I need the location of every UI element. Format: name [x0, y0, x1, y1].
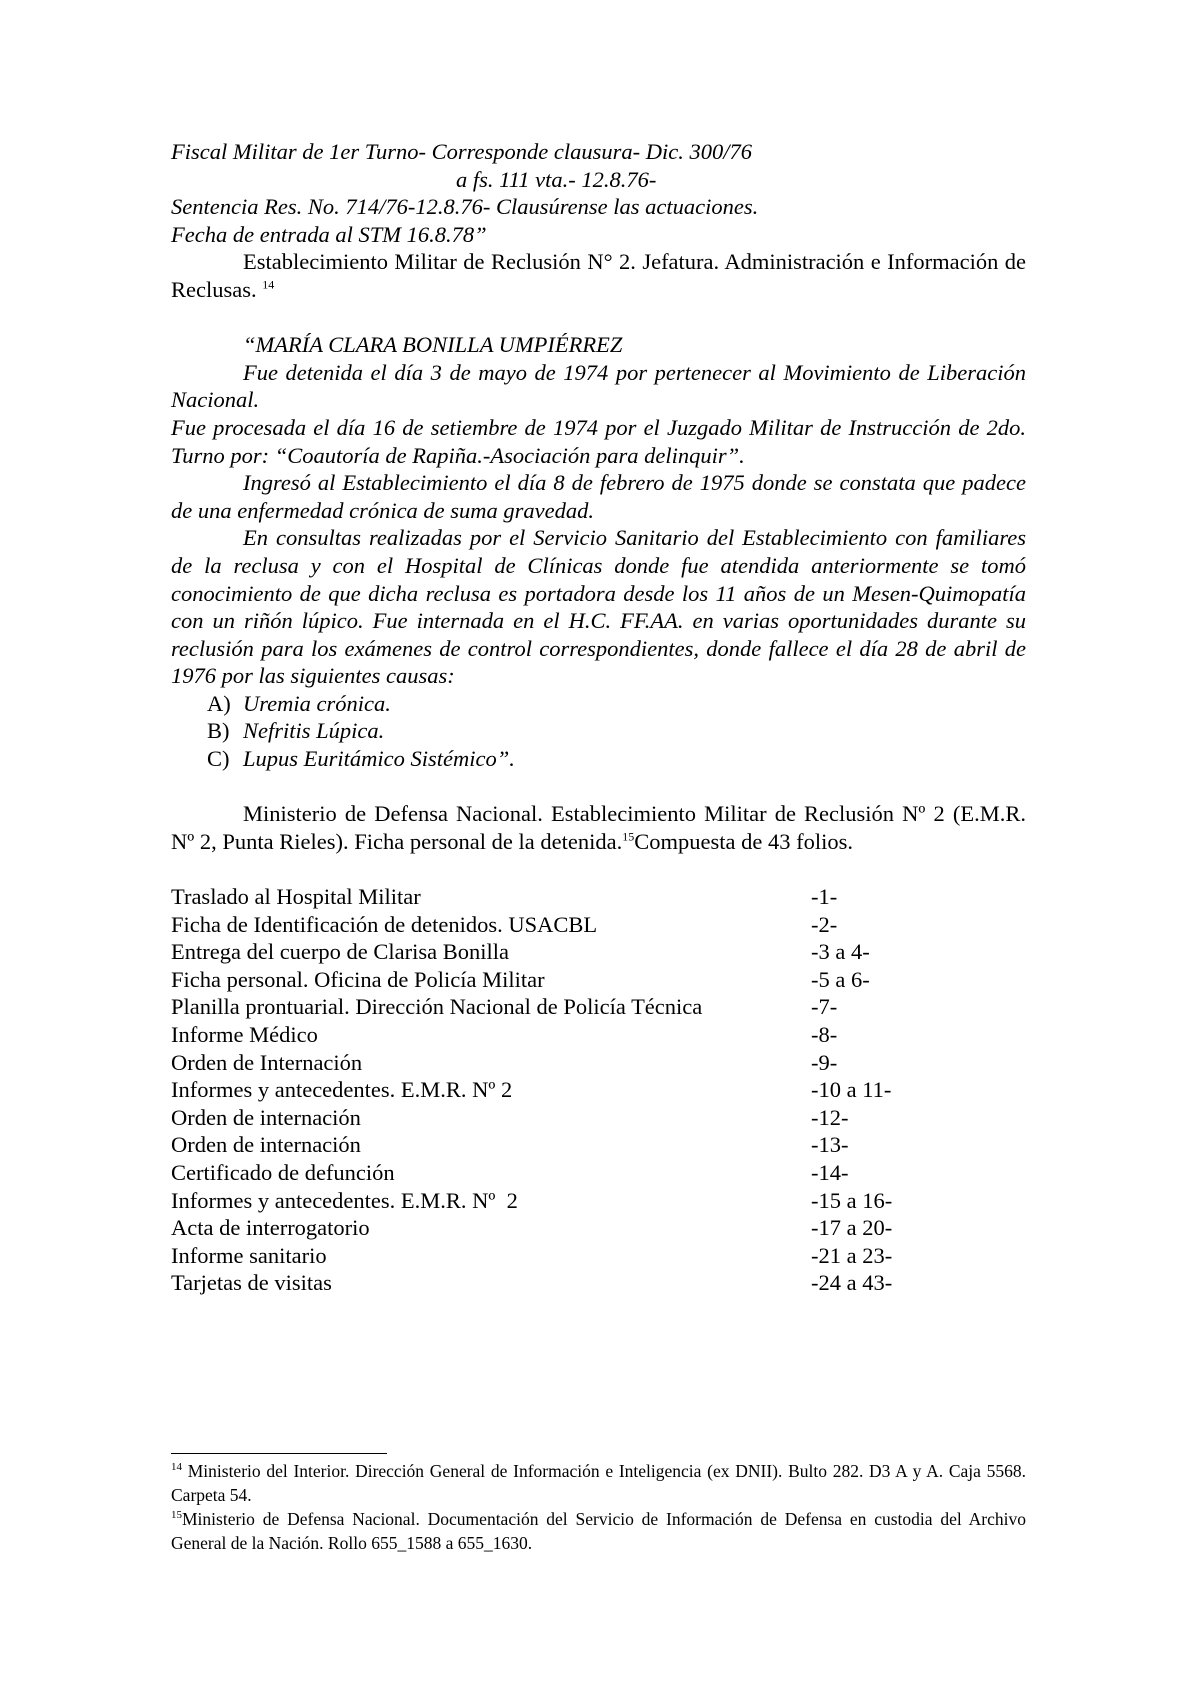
cause-text: Uremia crónica. [243, 690, 391, 716]
document-body [171, 138, 1026, 1297]
report-paragraph-2: Fue procesada el día 16 de setiembre de 1974 por el Juzgado Militar de Instrucción de 2do. Turno por: “Coautoría de Rapiña.-Asociación para delinquir”. [171, 414, 1026, 468]
header-line-3: Sentencia Res. No. 714/76-12.8.76- Clausúrense las actuaciones. [171, 194, 759, 220]
table-row [171, 883, 1026, 911]
header-line-1: Fiscal Militar de 1er Turno- Corresponde clausura- Dic. 300/76 [171, 139, 753, 164]
table-row [171, 1269, 1026, 1297]
folio-title: Entrega del cuerpo de Clarisa Bonilla [171, 939, 510, 965]
establecimiento-text: Establecimiento Militar de Reclusión N° 2. Jefatura. Administración e Información de Reclusas. [171, 249, 1026, 302]
footnote-separator [171, 1453, 387, 1454]
report-name: “MARÍA CLARA BONILLA UMPIÉRREZ [243, 332, 623, 358]
cause-letter: C) [207, 746, 230, 772]
folio-title: Informes y antecedentes. E.M.R. Nº 2 [171, 1077, 513, 1103]
ministerio-text-a: Ministerio de Defensa Nacional. Establecimiento Militar de Reclusión Nº 2 (E.M.R. Nº 2, Punta Rieles). Ficha personal de la detenida. [171, 801, 1026, 854]
table-row [171, 938, 1026, 966]
folio-pages: -7- [811, 994, 838, 1020]
table-row [171, 1104, 1026, 1132]
cause-text: Nefritis Lúpica. [243, 718, 385, 744]
folio-pages: -3 a 4- [811, 939, 870, 965]
folio-title: Orden de internación [171, 1132, 361, 1158]
folio-title: Informes y antecedentes. E.M.R. Nº 2 [171, 1187, 518, 1213]
table-row [171, 1187, 1026, 1215]
table-row [171, 1076, 1026, 1104]
footnote-15 [171, 1507, 1026, 1555]
ministerio-text-b: Compuesta de 43 folios. [634, 828, 853, 854]
folio-title: Ficha de Identificación de detenidos. USACBL [171, 911, 598, 937]
folio-pages: -12- [811, 1104, 849, 1130]
folio-title: Informe Médico [171, 1022, 318, 1047]
folio-pages: -14- [811, 1159, 849, 1185]
list-item [171, 745, 1026, 773]
table-row [171, 1214, 1026, 1242]
folio-index [171, 883, 1026, 1297]
report-paragraph-3: Ingresó al Establecimiento el día 8 de febrero de 1975 donde se constata que padece de una enfermedad crónica de suma gravedad. [171, 470, 1026, 523]
list-item [171, 690, 1026, 718]
folio-pages: -10 a 11- [811, 1077, 892, 1103]
footnote-ref-14: 14 [262, 277, 275, 292]
folio-title: Orden de Internación [171, 1049, 363, 1075]
table-row [171, 1021, 1026, 1049]
report-paragraph-4: En consultas realizadas por el Servicio Sanitario del Establecimiento con familiares de la reclusa y con el Hospital de Clínicas donde fue atendida anteriormente se tomó conocimiento de que dicha reclusa es portadora desde los 11 años de un Mesen-Quimopatía con un riñón lúpico. Fue internada en el H.C. FF.AA. en varias oportunidades durante su reclusión para los exámenes de control correspondientes, donde fallece el día 28 de abril de 1976 por las siguientes causas: [171, 525, 1026, 689]
ministerio-paragraph [171, 800, 1026, 855]
footnotes [171, 1459, 1026, 1555]
table-row [171, 911, 1026, 939]
table-row [171, 1049, 1026, 1077]
establecimiento-paragraph [171, 248, 1026, 303]
folio-title: Acta de interrogatorio [171, 1215, 370, 1241]
footnote-ref-15: 15 [622, 829, 635, 844]
folio-pages: -9- [811, 1049, 838, 1075]
folio-title: Orden de internación [171, 1104, 361, 1130]
folio-pages: -13- [811, 1132, 849, 1158]
header-line-2: a fs. 111 vta.- 12.8.76- [456, 166, 657, 192]
folio-pages: -8- [811, 1022, 838, 1047]
table-row [171, 1242, 1026, 1270]
cause-text: Lupus Euritámico Sistémico”. [243, 746, 515, 772]
folio-title: Ficha personal. Oficina de Policía Militar [171, 966, 545, 992]
footnote-number: 14 [171, 1461, 182, 1474]
table-row [171, 1159, 1026, 1187]
folio-pages: -15 a 16- [811, 1187, 893, 1213]
footnote-text: Ministerio de Defensa Nacional. Documentación del Servicio de Información de Defensa en custodia del Archivo General de la Nación. Rollo 655_1588 a 655_1630. [171, 1509, 1026, 1553]
folio-pages: -2- [811, 911, 838, 937]
folio-title: Tarjetas de visitas [171, 1270, 332, 1296]
folio-pages: -24 a 43- [811, 1270, 893, 1296]
cause-letter: A) [207, 690, 231, 716]
folio-title: Planilla prontuarial. Dirección Nacional de Policía Técnica [171, 994, 703, 1020]
folio-title: Traslado al Hospital Militar [171, 884, 421, 910]
folio-pages: -1- [811, 884, 838, 910]
folio-title: Certificado de defunción [171, 1159, 395, 1185]
folio-pages: -5 a 6- [811, 966, 870, 992]
list-item [171, 717, 1026, 745]
footnote-text: Ministerio del Interior. Dirección General de Información e Inteligencia (ex DNII). Bulto 282. D3 A y A. Caja 5568. Carpeta 54. [171, 1461, 1026, 1505]
folio-pages: -21 a 23- [811, 1242, 893, 1268]
footnote-14 [171, 1459, 1026, 1507]
folio-pages: -17 a 20- [811, 1215, 893, 1241]
folio-title: Informe sanitario [171, 1242, 327, 1268]
report-paragraph-1: Fue detenida el día 3 de mayo de 1974 por pertenecer al Movimiento de Liberación Nacional. [171, 359, 1026, 413]
table-row [171, 993, 1026, 1021]
table-row [171, 1131, 1026, 1159]
header-line-4: Fecha de entrada al STM 16.8.78” [171, 221, 487, 247]
footnote-number: 15 [171, 1509, 182, 1522]
cause-letter: B) [207, 718, 230, 744]
table-row [171, 966, 1026, 994]
causes-list [171, 690, 1026, 773]
